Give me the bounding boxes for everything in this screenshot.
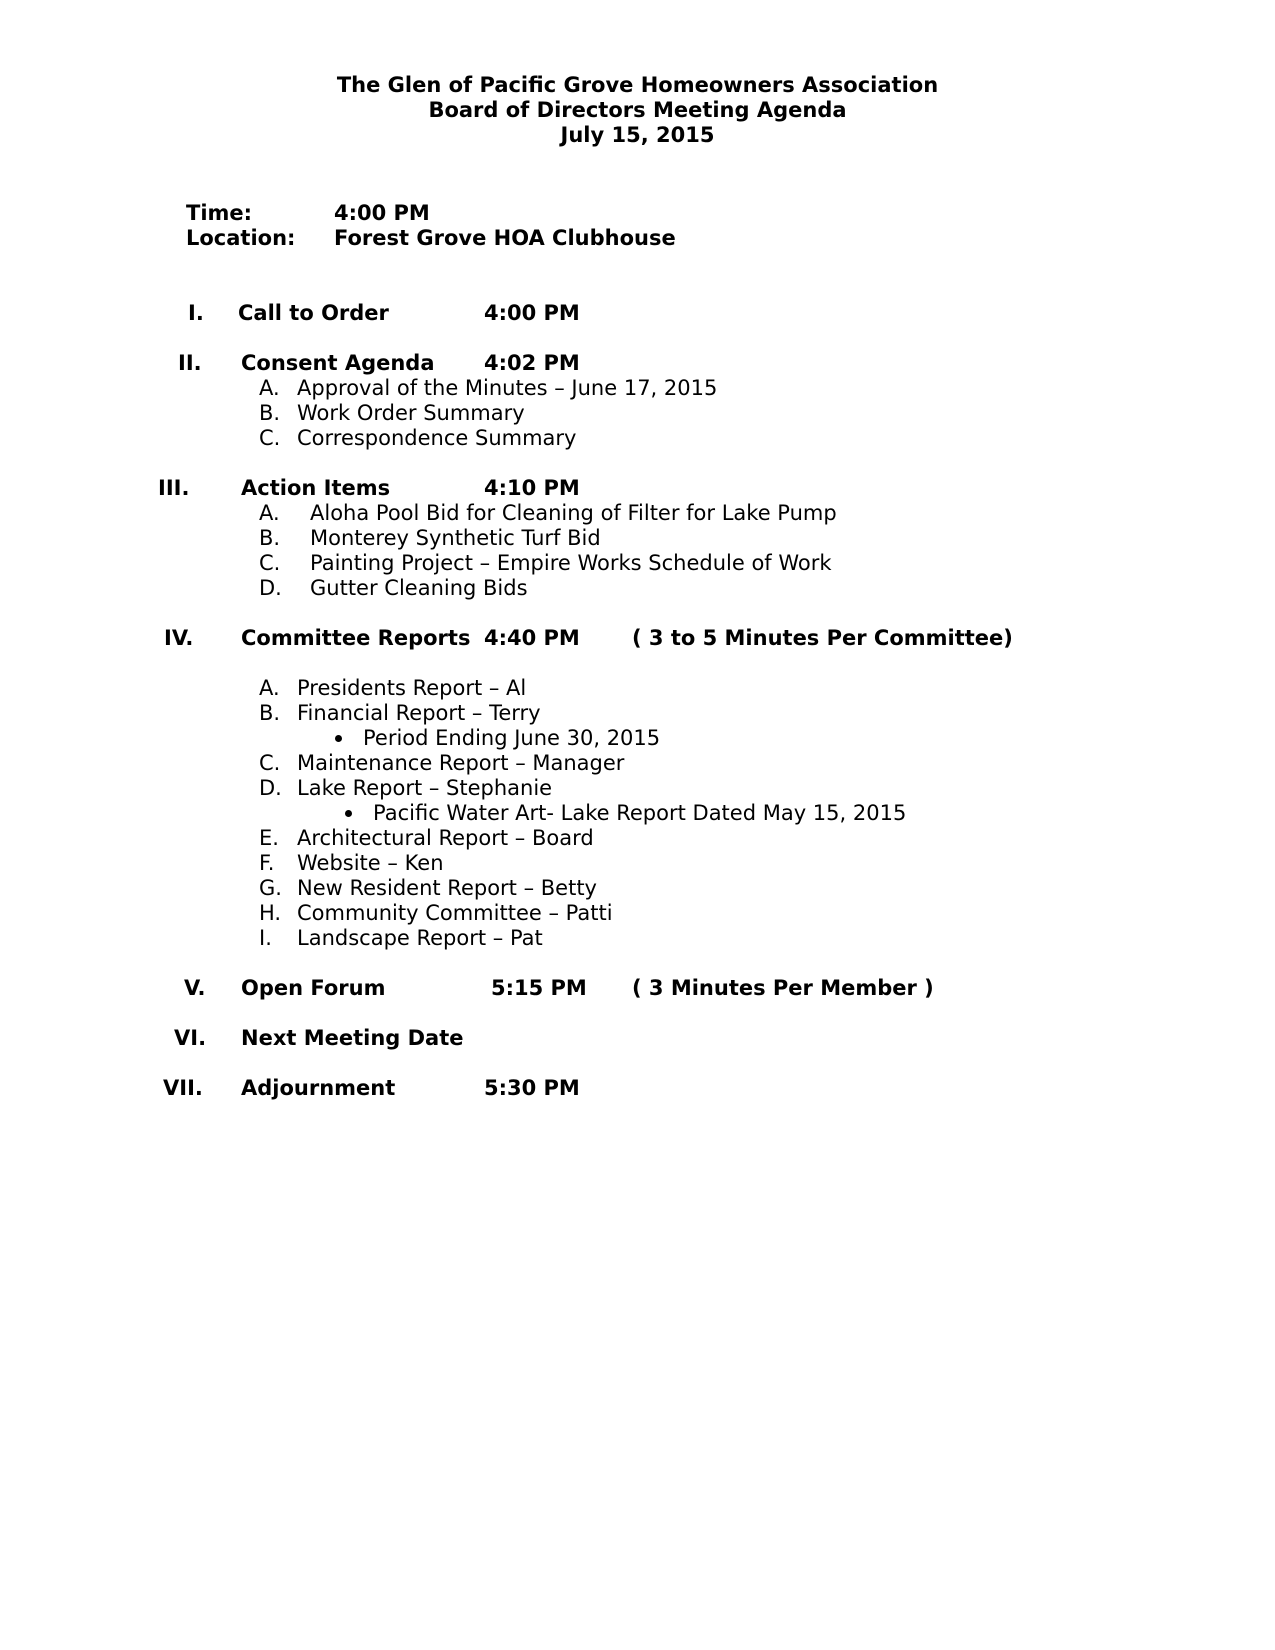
item-text: New Resident Report – Betty <box>297 876 597 900</box>
item-letter: H. <box>259 901 282 925</box>
item-letter: D. <box>259 776 282 800</box>
item-text: Painting Project – Empire Works Schedule of Work <box>310 551 832 575</box>
bullet-icon <box>335 735 342 742</box>
item-letter: E. <box>259 826 279 850</box>
section-title: Committee Reports <box>241 626 471 650</box>
item-letter: I. <box>259 926 272 950</box>
location-label: Location: <box>186 226 296 250</box>
header-subtitle: Board of Directors Meeting Agenda <box>428 98 847 122</box>
item-letter: C. <box>259 426 281 450</box>
section-title: Next Meeting Date <box>241 1026 464 1050</box>
location-value: Forest Grove HOA Clubhouse <box>334 226 676 250</box>
item-letter: G. <box>259 876 282 900</box>
item-letter: B. <box>259 526 281 550</box>
item-letter: A. <box>259 676 280 700</box>
item-text: Community Committee – Patti <box>297 901 613 925</box>
item-text: Financial Report – Terry <box>297 701 541 725</box>
item-text: Monterey Synthetic Turf Bid <box>310 526 601 550</box>
item-letter: D. <box>259 576 282 600</box>
item-text: Landscape Report – Pat <box>297 926 543 950</box>
item-text: Correspondence Summary <box>297 426 577 450</box>
item-text: Work Order Summary <box>297 401 525 425</box>
item-letter: C. <box>259 751 281 775</box>
sub-item-text: Pacific Water Art- Lake Report Dated May 15, 2015 <box>373 801 907 825</box>
item-text: Aloha Pool Bid for Cleaning of Filter for Lake Pump <box>310 501 837 525</box>
time-label: Time: <box>186 201 253 225</box>
section-numeral: I. <box>188 301 204 325</box>
section-title: Consent Agenda <box>241 351 435 375</box>
section-time: 4:00 PM <box>484 301 580 325</box>
section-time: 5:30 PM <box>484 1076 580 1100</box>
section-numeral: IV. <box>164 626 194 650</box>
sub-item-text: Period Ending June 30, 2015 <box>363 726 661 750</box>
item-letter: F. <box>259 851 275 875</box>
item-letter: C. <box>259 551 281 575</box>
item-letter: A. <box>259 376 280 400</box>
section-note: ( 3 Minutes Per Member ) <box>632 976 934 1000</box>
header-date: July 15, 2015 <box>560 123 715 147</box>
time-value: 4:00 PM <box>334 201 430 225</box>
section-numeral: VII. <box>163 1076 203 1100</box>
section-numeral: III. <box>158 476 190 500</box>
section-time: 4:02 PM <box>484 351 580 375</box>
item-letter: A. <box>259 501 280 525</box>
item-text: Presidents Report – Al <box>297 676 527 700</box>
section-numeral: II. <box>178 351 202 375</box>
section-time: 4:10 PM <box>484 476 580 500</box>
section-title: Open Forum <box>241 976 386 1000</box>
section-numeral: VI. <box>174 1026 207 1050</box>
item-letter: B. <box>259 401 281 425</box>
section-numeral: V. <box>184 976 206 1000</box>
item-text: Maintenance Report – Manager <box>297 751 625 775</box>
header-title: The Glen of Pacific Grove Homeowners Association <box>336 73 939 97</box>
section-title: Action Items <box>241 476 391 500</box>
item-text: Architectural Report – Board <box>297 826 594 850</box>
item-text: Lake Report – Stephanie <box>297 776 553 800</box>
item-letter: B. <box>259 701 281 725</box>
item-text: Approval of the Minutes – June 17, 2015 <box>297 376 718 400</box>
section-time: 5:15 PM <box>491 976 587 1000</box>
item-text: Gutter Cleaning Bids <box>310 576 528 600</box>
bullet-icon <box>345 810 352 817</box>
section-note: ( 3 to 5 Minutes Per Committee) <box>632 626 1013 650</box>
item-text: Website – Ken <box>297 851 444 875</box>
section-title: Call to Order <box>238 301 389 325</box>
section-time: 4:40 PM <box>484 626 580 650</box>
section-title: Adjournment <box>241 1076 396 1100</box>
